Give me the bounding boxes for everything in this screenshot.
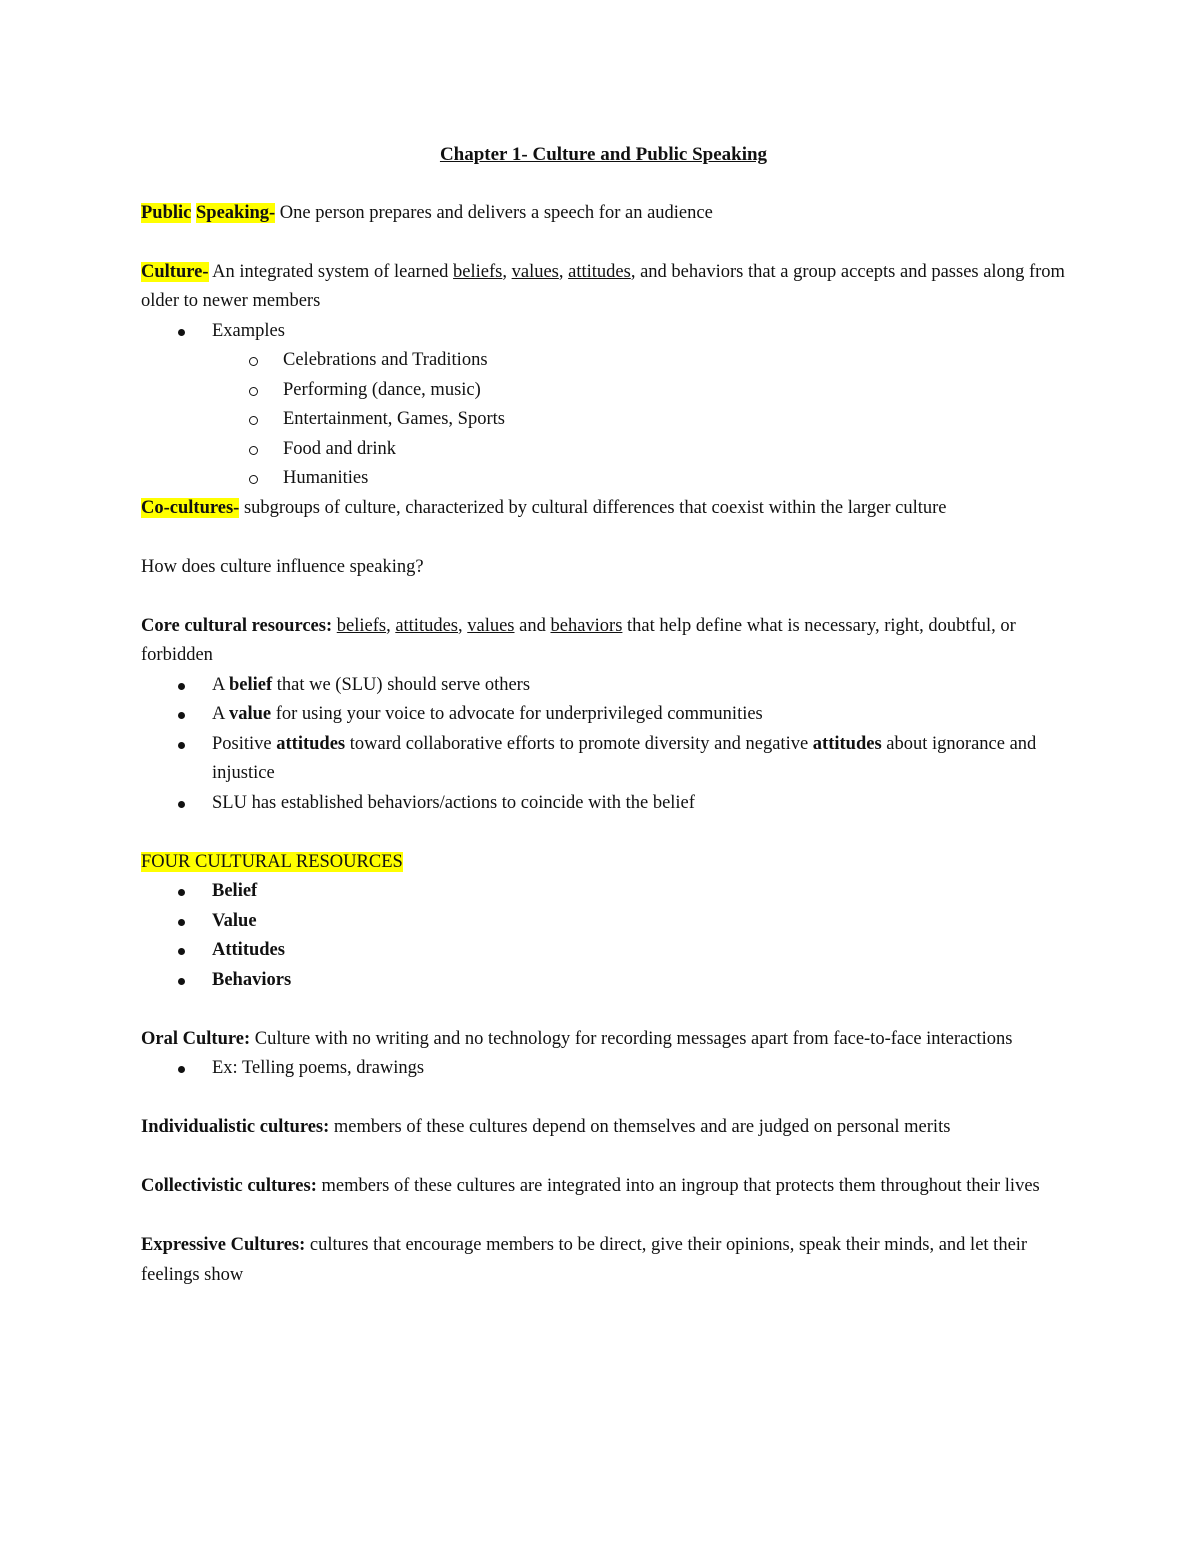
collectivistic-term: Collectivistic cultures: [141,1176,317,1196]
core-resources-list [141,671,1066,819]
list-item: Humanities [212,464,1066,494]
list-item: Celebrations and Traditions [212,346,1066,376]
expressive-term: Expressive Cultures: [141,1235,306,1255]
culture-word-values: values [511,261,559,282]
culture-term: Culture- [141,261,209,282]
culture-word-attitudes: attitudes [568,261,631,282]
oral-culture-term: Oral Culture: [141,1028,251,1049]
page-title: Chapter 1- Culture and Public Speaking [439,144,768,165]
four-resources-heading: FOUR CULTURAL RESOURCES [141,851,403,872]
question-text: How does culture influence speaking? [141,556,424,577]
examples-sublist [212,346,1066,494]
oral-culture-list [141,1054,1066,1084]
list-item: A belief that we (SLU) should serve others [141,671,1066,701]
list-item: Belief [141,877,1066,907]
oral-culture-definition: Oral Culture: Culture with no writing and no technology for recording messages apart from face-to-face interactions [141,1028,1013,1049]
list-item: Food and drink [212,435,1066,465]
list-item: Performing (dance, music) [212,376,1066,406]
four-resources-list [141,877,1066,995]
culture-list [141,317,1066,494]
individualistic-term: Individualistic cultures: [141,1117,330,1137]
list-item: A value for using your voice to advocate for underprivileged communities [141,700,1066,730]
document-page [141,140,1066,1290]
collectivistic-definition: Collectivistic cultures: members of these cultures are integrated into an ingroup that protects them throughout their lives [141,1176,1040,1196]
public-speaking-term-2: Speaking- [196,202,276,223]
core-resources-term: Core cultural resources: [141,615,333,636]
examples-item: Examples Celebrations and Traditions Performing (dance, music) Entertainment, Games, Sports Food and drink Humanities [141,317,1066,494]
expressive-definition: Expressive Cultures: cultures that encourage members to be direct, give their opinions, speak their minds, and let their feelings show [141,1235,1028,1285]
culture-definition: Culture- An integrated system of learned beliefs, values, attitudes, and behaviors that a group accepts and passes along from older to newer members [141,261,1065,311]
list-item: Positive attitudes toward collaborative efforts to promote diversity and negative attitudes about ignorance and injustice [141,730,1066,789]
culture-word-beliefs: beliefs [453,261,503,282]
list-item: Value [141,907,1066,937]
public-speaking-definition: Public Speaking- One person prepares and delivers a speech for an audience [141,202,713,223]
cocultures-term: Co-cultures- [141,497,240,518]
core-resources-definition: Core cultural resources: beliefs, attitudes, values and behaviors that help define what is necessary, right, doubtful, or forbidden [141,615,1016,665]
cocultures-definition: Co-cultures- subgroups of culture, characterized by cultural differences that coexist within the larger culture [141,497,947,518]
public-speaking-term-1: Public [141,202,192,223]
list-item: Attitudes [141,936,1066,966]
individualistic-definition: Individualistic cultures: members of these cultures depend on themselves and are judged on personal merits [141,1117,951,1137]
list-item: Behaviors [141,966,1066,996]
list-item: Entertainment, Games, Sports [212,405,1066,435]
list-item: Ex: Telling poems, drawings [141,1054,1066,1084]
list-item: SLU has established behaviors/actions to coincide with the belief [141,789,1066,819]
